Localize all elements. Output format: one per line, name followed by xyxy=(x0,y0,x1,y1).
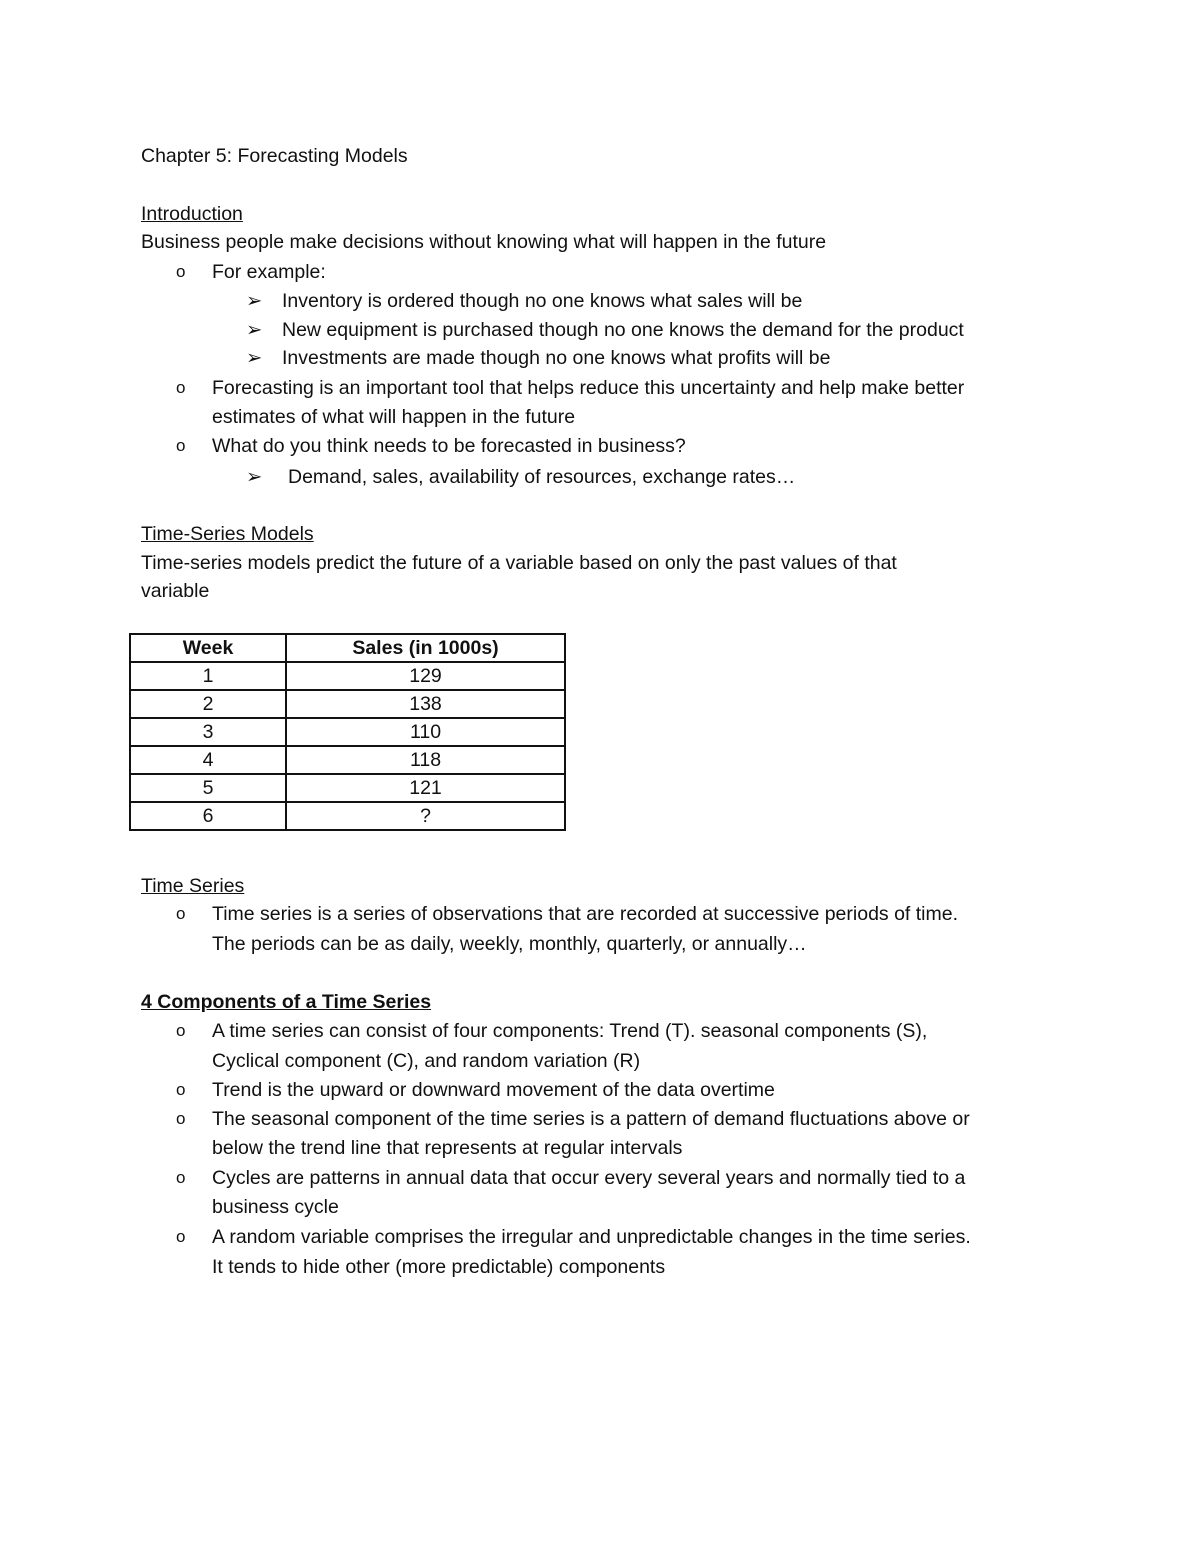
week-cell: 2 xyxy=(130,690,286,718)
week-cell: 4 xyxy=(130,746,286,774)
table-row xyxy=(130,690,565,718)
intro-bullet-cont: estimates of what will happen in the future xyxy=(212,406,576,428)
arrow-bullet-icon: ➢ xyxy=(246,290,263,312)
intro-text: Business people make decisions without knowing what will happen in the future xyxy=(141,231,827,253)
circle-bullet-icon: o xyxy=(176,1021,186,1040)
circle-bullet-icon: o xyxy=(176,1080,186,1099)
header-week: Week xyxy=(130,634,286,662)
week-cell: 3 xyxy=(130,718,286,746)
sales-cell: ? xyxy=(286,802,565,830)
components-bullet-cont: Cyclical component (C), and random variation (R) xyxy=(212,1050,641,1072)
components-bullet: A random variable comprises the irregular and unpredictable changes in the time series. xyxy=(212,1226,971,1248)
table-row xyxy=(130,662,565,690)
circle-bullet-icon: o xyxy=(176,436,186,455)
header-sales: Sales (in 1000s) xyxy=(286,634,565,662)
components-bullet-cont: below the trend line that represents at regular intervals xyxy=(212,1137,683,1159)
circle-bullet-icon: o xyxy=(176,262,186,281)
arrow-bullet-icon: ➢ xyxy=(246,347,263,369)
table-row xyxy=(130,802,565,830)
intro-bullet: What do you think needs to be forecasted in business? xyxy=(212,435,686,457)
ts-bullet: Time series is a series of observations that are recorded at successive periods of time. xyxy=(212,903,959,925)
intro-bullet: For example: xyxy=(212,261,326,283)
circle-bullet-icon: o xyxy=(176,904,186,923)
tsm-text: Time-series models predict the future of a variable based on only the past values of that xyxy=(141,552,897,574)
intro-subbullet: New equipment is purchased though no one knows the demand for the product xyxy=(282,319,964,341)
circle-bullet-icon: o xyxy=(176,1109,186,1128)
components-bullet: A time series can consist of four components: Trend (T). seasonal components (S), xyxy=(212,1020,928,1042)
arrow-bullet-icon: ➢ xyxy=(246,466,263,488)
table-row xyxy=(130,718,565,746)
ts-bullet-cont: The periods can be as daily, weekly, monthly, quarterly, or annually… xyxy=(212,933,807,955)
sales-table xyxy=(129,633,566,831)
components-bullet: The seasonal component of the time series is a pattern of demand fluctuations above or xyxy=(212,1108,970,1130)
page-title: Chapter 5: Forecasting Models xyxy=(141,145,408,167)
sales-cell: 110 xyxy=(286,718,565,746)
sales-cell: 118 xyxy=(286,746,565,774)
circle-bullet-icon: o xyxy=(176,1168,186,1187)
components-bullet-cont: business cycle xyxy=(212,1196,339,1218)
week-cell: 5 xyxy=(130,774,286,802)
table-row xyxy=(130,774,565,802)
week-cell: 1 xyxy=(130,662,286,690)
table-header-row xyxy=(130,634,565,662)
tsm-text-cont: variable xyxy=(141,580,210,602)
intro-heading: Introduction xyxy=(141,203,243,225)
components-bullet: Trend is the upward or downward movement of the data overtime xyxy=(212,1079,775,1101)
circle-bullet-icon: o xyxy=(176,378,186,397)
components-bullet: Cycles are patterns in annual data that occur every several years and normally tied to a xyxy=(212,1167,966,1189)
table-row xyxy=(130,746,565,774)
arrow-bullet-icon: ➢ xyxy=(246,319,263,341)
intro-bullet: Forecasting is an important tool that helps reduce this uncertainty and help make better xyxy=(212,377,965,399)
sales-cell: 121 xyxy=(286,774,565,802)
week-cell: 6 xyxy=(130,802,286,830)
sales-cell: 129 xyxy=(286,662,565,690)
intro-subbullet: Inventory is ordered though no one knows what sales will be xyxy=(282,290,803,312)
tsm-heading: Time-Series Models xyxy=(141,523,314,545)
circle-bullet-icon: o xyxy=(176,1227,186,1246)
intro-subbullet: Demand, sales, availability of resources, exchange rates… xyxy=(288,466,796,488)
components-bullet-cont: It tends to hide other (more predictable) components xyxy=(212,1256,666,1278)
intro-subbullet: Investments are made though no one knows what profits will be xyxy=(282,347,831,369)
sales-cell: 138 xyxy=(286,690,565,718)
components-heading: 4 Components of a Time Series xyxy=(141,991,432,1013)
ts-heading: Time Series xyxy=(141,875,245,897)
